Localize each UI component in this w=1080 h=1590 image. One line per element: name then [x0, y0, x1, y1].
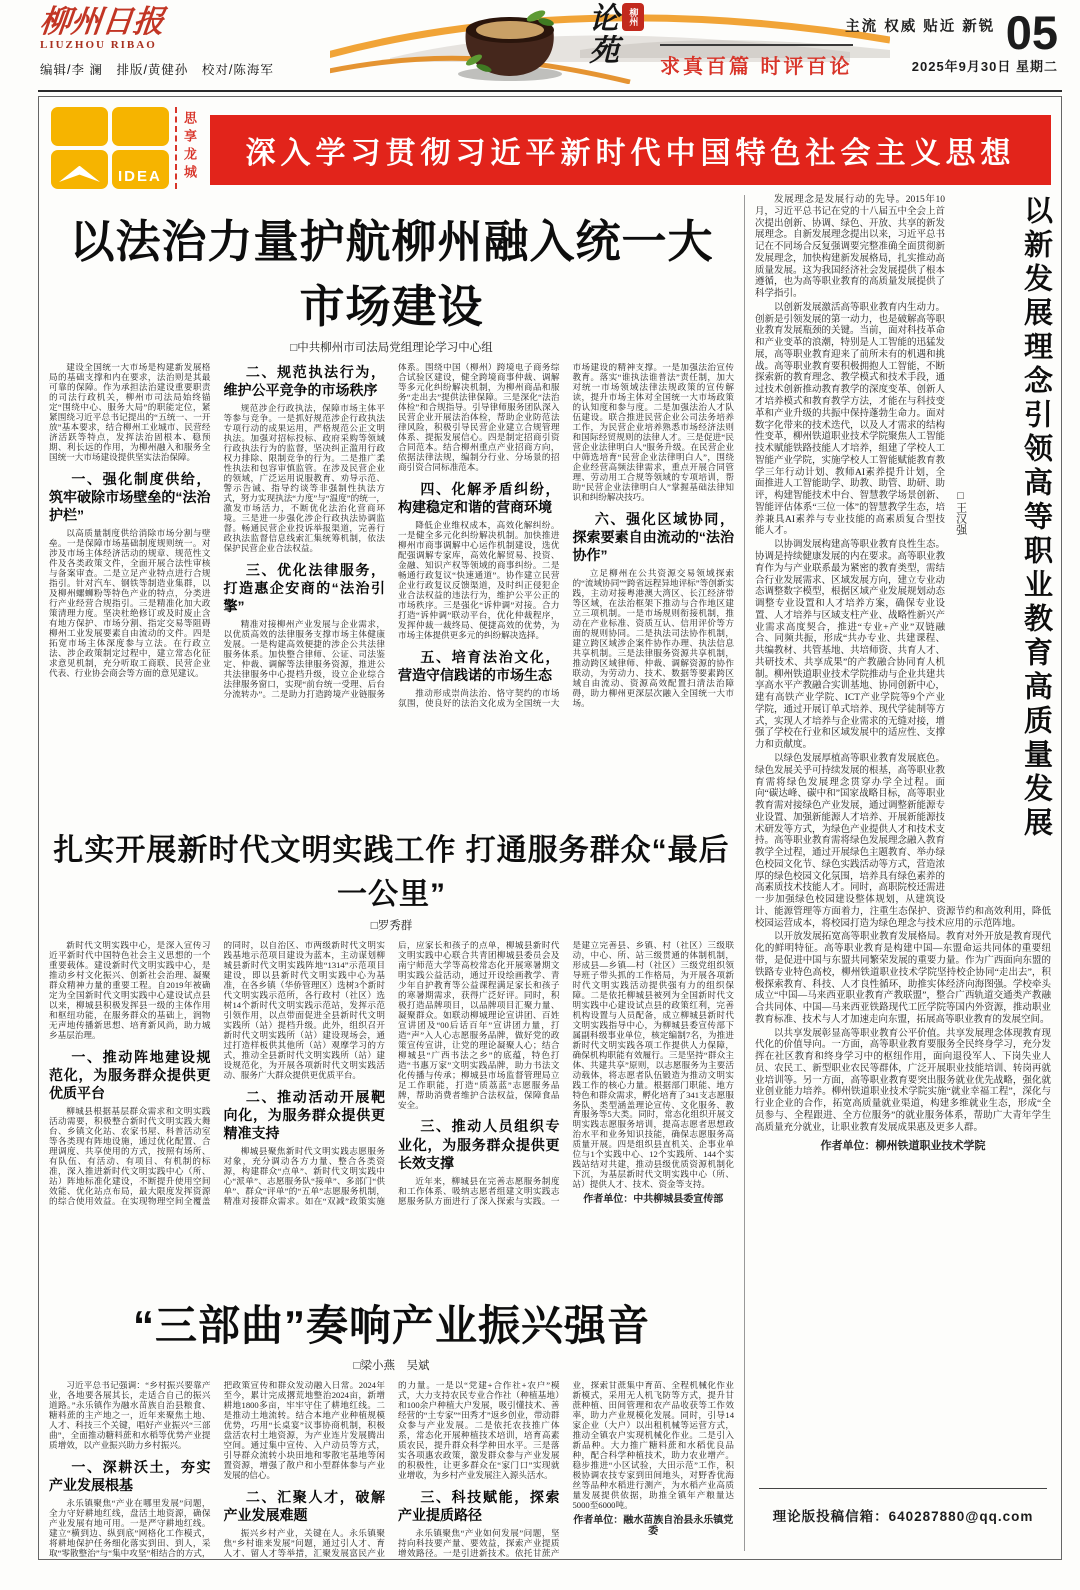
article-industry-headline: “三部曲”奏响产业振兴强音	[132, 1302, 650, 1349]
article-law-headline: 以法治力量护航柳州融入统一大市场建设	[69, 216, 714, 332]
article-civility	[49, 825, 734, 1277]
paragraph: 以共享发展彰显高等职业教育公平价值。共享发展理念体现教育现代化的价值导向。一方面，高等职业教育要服务全民终身学习，充分发挥在社区教育和终身学习中的枢纽作用，面向退役军人、下岗失业人员、农民工、新型职业农民等群体，广泛开展职业技能培训、转岗再就业培训等。另一方面，高等职业教育要突出服务就业优先战略，强化就业创业能力培养。柳州铁道职业技术学院实施“就业幸福工程”，深化与行业企业的合作，拓宽高质量就业渠道，构建多维就业生态，形成“全员参与、全程跟进、全方位服务”的就业服务体系，帮助广大青年学生高质量充分就业，让职业教育发展成果惠及更多人群。	[755, 1028, 1051, 1133]
article-industry-body	[49, 1381, 734, 1590]
paragraph: 降低企业维权成本，高效化解纠纷。一是健全多元化纠纷解决机制。加快推进柳州市商事调解中心运作机制建设，选优配强调解专家库，高效化解贸易、投资、金融、知识产权等领域的商事纠纷。二是畅通行政复议“快速通道”。协作建立民营企业行政复议反馈渠道，及时纠正侵犯企业合法权益的违法行为，维护公平公正的市场秩序。三是强化“诉仲调”对接。合力打造“诉仲调”联动平台，优化仲裁程序，发挥仲裁一裁终局、便捷高效的优势，为市场主体提供更多元的纠纷解决选择。	[398, 520, 560, 640]
article-industry	[49, 1293, 734, 1590]
theme-banner-row	[49, 105, 1051, 191]
section-subhead: 一、深耕沃土，夯实产业发展根基	[49, 1458, 211, 1493]
article-civility-body	[49, 941, 734, 1277]
article-law-body	[49, 363, 734, 811]
paragraph: 精准对接柳州产业发展与企业需求，以优质高效的法律服务支撑市场主体健康发展。一是构建高效便捷的涉企公共法律服务体系。加快整合律师、公证、司法鉴定、仲裁、调解等法律服务资源，推进公共法律服务中心提档升级，设立企业综合法律服务窗口，实现“前台统一受理、后台分流转办”。二是助力打造跨境产业链服务体系。围绕中国（柳州）跨境电子商务综合试验区建设，健全跨境商事仲裁、调解等多元化纠纷解决机制，为柳州商品和服务“走出去”提供法律保障。三是深化“法治体检”和合规指导。引导律师服务团队深入民营企业开展法治体检，帮助企业防范法律风险，积极引导民营企业建立合规管理体系、提振发展信心。四是制定招商引资合同范本。结合柳州重点产业招商方向，依据法律法规，编制分行业、分场景的招商引资合同标准范本。	[223, 363, 560, 700]
paragraph: 振兴乡村产业，关键在人。永乐镇聚焦“乡村谁来发展”问题，通过引人才、育人才、留人才等举措，汇聚发展富民产业的力量。一是以“党建+合作社+农户”模式，大力支持农民专业合作社（种植基地）和100余户种植大户发展，吸引懂技术、善经营的“土专家”“田秀才”返乡创业，带动群众参与产业发展。二是依托农技推广体系，常态化开展种植技术培训，培育高素质农民，提升群众科学种田水平。三是落实各项惠农政策，激发群众参与产业发展的积极性，让更多群众在“家门口”实现就业增收，为乡村产业发展注入源头活水。	[223, 1381, 560, 1558]
article-civility-headline: 扎实开展新时代文明实践工作 打通服务群众“最后一公里”	[53, 834, 730, 911]
idea-logo-word: IDEA	[118, 168, 162, 185]
article-civility-byline: □罗秀群	[370, 920, 413, 932]
section-subhead: 三、推动人员组织专业化，为服务群众提供更长效支撑	[398, 1118, 560, 1171]
paragraph: 建设全国统一大市场是构建新发展格局的基础支撑和内在要求，法治则是其最可靠的保障。作为承担法治建设重要职责的司法行政机关，柳州市司法局始终锚定“围绕中心、服务大局”的职能定位，紧紧围绕习近平总书记提出的“五统一、一开放”基本要求，结合柳州工业城市、民营经济活跃等特点，发挥法治固根本、稳预期、利长远的作用，为柳州融入和服务全国统一大市场建设提供坚实法治保障。	[49, 363, 211, 462]
idea-logo	[49, 105, 171, 191]
paragraph: 永乐镇聚焦“产业在哪里发展”问题，全力守好耕地红线，盘活土地资源，确保产业发展有地可用。一是严守耕地红线。建立“横到边、纵到底”网格化工作模式，将耕地保护任务细化落实到田、到人，采取“零散整治”与“集中攻坚”相结合的方式，把政策宣传和群众发动融入日常。2024年至今，累计完成撂荒地整治2024亩，新增耕地1800多亩，牢牢守住了耕地红线。二是推动土地流转。结合本地产业种植规模优势，巧用“长桌宴”议事协商机制，积极盘活农村土地资源，为产业连片发展腾出空间。通过集中宣传、入户动员等方式，引导群众流转小块田地和零散宅基地等闲置资源，增强了散户和小型群体参与产业发展的信心。	[49, 1381, 385, 1558]
page-number: 05	[1005, 6, 1058, 59]
paper-slogan: 主流 权威 贴近 新锐	[845, 19, 996, 35]
article-law-byline: □中共柳州市司法局党组理论学习中心组	[290, 342, 493, 354]
page-date: 2025年9月30日 星期二	[911, 59, 1058, 75]
article-law	[49, 205, 734, 811]
idea-logo-tile	[112, 107, 169, 146]
paragraph: 新时代文明实践中心，是深入宣传习近平新时代中国特色社会主义思想的一个重要载体。建设新时代文明实践中心，是推动乡村文化振兴、创新社会治理、凝聚群众精神力量的重要工程。自2019年被确定为全国新时代文明实践中心建设试点县以来，柳城县积极发挥县一级的主体作用和枢纽功能，在服务群众的基础上，润物无声地传播新思想、培育新风尚，助力城乡基层治理。	[49, 941, 211, 1040]
paragraph: 柳城县根据基层群众需求和文明实践活动需要，积极整合新时代文明实践大舞台、乡镇文化站、农家书屋、科普活动室等各类现有阵地设施，通过优化配置、合理调度、共享使用的方式，按照有场所、有队伍、有活动、有项目、有机制的标准，深入推进新时代文明实践中心（所、站）阵地标准化建设，不断提升使用空间效能、优化站点布局，最大限度发挥资源的综合使用效益。在实现物理空间全覆盖的同时，以自治区、市两级新时代文明实践基地示范项目建设为蓝本，主动谋划柳城县新时代文明实践阵地“1314”示范项目建设，即以县新时代文明实践中心为基准，在各乡镇（华侨管理区）选树3个新时代文明实践示范所，各行政村（社区）选树14个新时代文明实践示范站，发挥示范引领作用，以点带面促进全县新时代文明实践所（站）提档升级。此外，组织召开新时代文明实践所（站）建设现场会，通过打造样板供其他所（站）观摩学习的方式，推动全县新时代文明实践所（站）建设规范化，为开展各项新时代文明实践活动、服务广大群众提供更优质平台。	[49, 941, 385, 1206]
column-red-seal: 柳州	[622, 3, 644, 31]
article-education-vertical-headline-block	[953, 195, 1051, 897]
paragraph: 以高质量制度供给消除市场分割与壁垒。一是保障市场基础制度规则统一。对涉及市场主体经济活动的规章、规范性文件及各类政策文件，全面开展合法性审核与备案审查。二是立足产业特点进行合规指引。针对汽车、钢铁等制造业集群，以及柳州螺蛳粉等特色产业的特点，分类进行产业经营合规指引。三是精准化加大政策清理力度。坚决杜绝修订或及时废止含有地方保护、市场分割、指定交易等阻碍柳州工业发展要素自由流动的文件。四是拓宽市场主体深度参与立法。在行政立法、涉企政策制定过程中，建立常态化征求意见机制，充分听取工商联、民营企业代表、行业协会商会等方面的意见建议。	[49, 528, 211, 678]
section-subhead: 三、科技赋能，探索产业提质路径	[398, 1488, 560, 1523]
paragraph: 习近平总书记强调：“乡村振兴要靠产业，各地要各展其长，走适合自己的振兴道路。”永乐镇作为融水苗族自治县粮食、糖料蔗的主产地之一，近年来聚焦土地、人才、科技三个关键，唱好产业振兴“三部曲”，全面推动糖料蔗和水稻等优势产业提质增效，以产业振兴助力乡村振兴。	[49, 1381, 211, 1450]
paragraph: 推动形成崇尚法治、恪守契约的市场氛围，使良好的法治文化成为全国统一大市场建设的精神支撑。一是加强法治宣传教育。落实“谁执法谁普法”责任制，加大对统一市场领域法律法规政策的宣传解读，提升市场主体对全国统一大市场政策的认知度和参与度。二是加强法治人才队伍建设。联合推进民营企业公司法务培养工作，为民营企业培养熟悉市场经济法则和国际经贸规则的法律人才。三是促进“民营企业法律明白人”服务升级。在民营企业中筛选培育“民营企业法律明白人”，围绕企业经营高频法律需求，重点开展合同管理、劳动用工合规等领域的专项培训，帮助“民营企业法律明白人”掌握基础法律知识和纠纷解决技巧。	[398, 363, 734, 708]
content-box	[38, 96, 1062, 1560]
right-article-zone	[744, 195, 1051, 1551]
section-subhead: 五、培育法治文化，营造守信践诺的市场生态	[398, 648, 560, 683]
paragraph: 近年来，柳城县在完善志愿服务制度和工作体系、吸纳志愿者组建文明实践志愿服务队方面进行了深入探索与实践。一是建立完善县、乡镇、村（社区）三级联动，中心、所、站三级贯通的体制机制，形成县—乡镇—村（社区）三级党组织领导班子带头抓的工作格局，为开展各项新时代文明实践活动提供强有力的组织保障。二是依托柳城县被列为全国新时代文明实践中心建设试点县的政策红利，完善机构设置与人员配备，成立柳城县新时代文明实践指导中心，为柳城县委宣传部下属副科级事业单位，核定编制7名，为推进新时代文明实践各项工作提供人力保障，确保机构职能有效履行。三是坚持“群众主体、共建共享”原则，以志愿服务为主要活动载体，将志愿者队伍锻造为推动文明实践工作的核心力量。根据部门职能、地方特色和群众需求，孵化培育了341支志愿服务队，类型涵盖理论宣传、文化服务、教育服务等5大类。同时，常态化组织开展文明实践志愿服务培训，提高志愿者思想政治水平和业务知识技能，确保志愿服务高质量开展。四是组织县直机关、企事业单位与1个实践中心、12个实践所、144个实践站结对共建，推动县级优质资源机制化下沉，为基层新时代文明实践中心（所、站）提供人才、技术、资金等支持。	[398, 941, 734, 1206]
submission-box	[755, 1488, 1051, 1551]
column-title-calligraphy: 论苑	[584, 2, 617, 66]
newspaper-brand-en: LIUZHOU RIBAO	[40, 39, 157, 51]
newspaper-brand: 柳州日报	[38, 4, 166, 39]
idea-logo-book-tile	[51, 150, 108, 189]
idea-logo-tile	[112, 150, 169, 189]
masthead-divider	[38, 90, 1062, 92]
paragraph: 规范涉企行政执法，保障市场主体平等参与竞争。一是抓好规范涉企行政执法专项行动的成果运用，严格规范公正文明执法。加强对招标投标、政府采购等领域行政执法行为的监督，坚决纠正滥用行政权力排除、限制竞争的行为。二是推广柔性执法和包容审慎监管。在涉及民营企业的领域，广泛运用说服教育、劝导示范、警示告诫、指导约谈等非强制性执法方式，努力实现执法“力度”与“温度”的统一，激发市场活力，不断优化法治化营商环境。三是进一步强化涉企行政执法协调监督。畅通民营企业投诉举报渠道，完善行政执法监督信息线索汇集统筹机制，依法保护民营企业合法权益。	[223, 403, 385, 553]
paragraph: 以协调发展构建高等职业教育良性生态。协调是持续健康发展的内在要求。高等职业教育作为与产业联系最为紧密的教育类型，需结合行业发展需求、区域发展方向，建立专业动态调整数字模型，根据区域产业发展规划动态调整专业设置和人才培养方案，确保专业设置、人才培养与区域支柱产业、战略性新兴产业需求高度契合，推进“专业+产业”双链融合、同频共振，形成“共办专业、共建课程、共编教材、共管基地、共培师资、共育人才、共研技术、共享成果”的产教融合协同育人机制。柳州铁道职业技术学院推动与企业共建共享高水平产教融合实训基地、协同创新中心，建有高铁产业学院、ICT产业学院等9个产业学院，通过开展订单式培养、现代学徒制等方式，实现人才培养与企业需求的无缝对接，增强了学校在行业和区域发展中的适应性、支撑力和贡献度。	[755, 540, 946, 751]
section-subhead: 六、强化区域协同，探索要素自由流动的“法治协作”	[572, 510, 734, 563]
section-subhead: 二、规范执法行为，维护公平竞争的市场秩序	[223, 364, 385, 399]
idea-logo-caption: 思享龙城	[175, 107, 202, 189]
author-affiliation: 作者单位：融水苗族自治县永乐镇党委	[573, 1514, 734, 1538]
theme-banner-headline: 深入学习贯彻习近平新时代中国特色社会主义思想	[210, 115, 1051, 185]
paragraph: 以创新发展激活高等职业教育内生动力。创新是引领发展的第一动力，也是破解高等职业教育发展瓶颈的关键。当前，面对科技革命和产业变革的浪潮，特别是人工智能的迅猛发展，高等职业教育迎来了前所未有的机遇和挑战。高等职业教育要积极拥抱人工智能，不断探索新的教育理念、教学模式和技术手段，通过技术创新推动教育教学的深度变革、创新人才培养模式和教育教学方法，才能在与科技变革和产业升级的共振中保持蓬勃生命力。面对数字化带来的技术迭代，以及人才需求的结构性变革，柳州铁道职业技术学院聚焦人工智能技术赋能铁路技能人才培养，组建了学校人工智能产业学院，实施学校人工智能赋能教育教学三年行动计划、教师AI素养提升计划，全面推进人工智能助学、助教、助管、助研、助评，构建智能技术中台、智慧教学场景创新、智能评估体系“三位一体”的智慧教学生态，培养兼具AI素养与专业技能的高素质复合型技能人才。	[755, 302, 946, 537]
paragraph: 以绿色发展厚植高等职业教育发展底色。绿色发展关乎可持续发展的根基，高等职业教育需将绿色发展理念贯穿办学全过程。面向“碳达峰、碳中和”国家战略目标，高等职业教育需对接绿色产业发展，通过调整新能源专业设置、加强新能源人才培养、开展新能源技术研发等方式，为绿色产业提供人才和技术支持。高等职业教育需将绿色发展理念融入教育教学全过程，通过开展绿色主题教育、举办绿色校园文化节、绿色实践活动等方式，营造浓厚的绿色校园文化氛围，培养具有绿色素养的高素质技术技能人才。同时，高职院校还需进一步加强绿色校园建设整体规划，从建筑设计、能源管理等方面着力，注重生态保护、资源节约和高效利用，降低校园运营成本，将校园打造为绿色理念与技术应用的示范阵地。	[755, 753, 1051, 929]
staff-line: 编辑/李 澜 排版/黄健孙 校对/陈海军	[40, 63, 274, 77]
paragraph: 发展理念是发展行动的先导。2015年10月，习近平总书记在党的十八届五中全会上首次提出创新、协调、绿色、开放、共享的新发展理念。自新发展理念提出以来，习近平总书记在不同场合反复强调要完整准确全面贯彻新发展理念，加快构建新发展格局，扎实推动高质量发展。这为我国经济社会发展提供了根本遵循，也为高等职业教育的高质量发展提供了科学指引。	[755, 195, 946, 300]
section-subhead: 二、汇聚人才，破解产业发展难题	[223, 1488, 385, 1523]
section-subhead: 一、强化制度供给，筑牢破除市场壁垒的“法治护栏”	[49, 470, 211, 524]
author-affiliation: 作者单位：柳州铁道职业技术学院	[820, 1140, 986, 1153]
section-subhead: 一、推动阵地建设规范化，为服务群众提供更优质平台	[49, 1048, 211, 1102]
submission-mailbox: 理论版投稿信箱：640287880@qq.com	[772, 1509, 1034, 1524]
article-education-byline: □王汉强	[954, 490, 967, 535]
paragraph: 立足柳州在公共资源交易领域探索的“流域协同”“跨省远程异地评标”等创新实践，主动对接粤港澳大湾区、长江经济带等区域，在法治框架下推动与合作地区建立三项机制。一是市场规则衔接机制，推动在产业标准、资质互认、信用评价等方面的规则协同。二是执法司法协作机制，建立跨区域涉企案件协作办理、执法信息共享机制。三是法律服务资源共享机制，推动跨区域律师、仲裁、调解资源的协作联动，为劳动力、技术、数据等要素跨区域自由流动、资源高效配置扫清法治障碍，助力柳州更深层次融入全国统一大市场。	[572, 568, 734, 708]
paragraph: 永乐镇聚焦“产业如何发展”问题，坚持向科技要产量、要效益，探索产业提质增效路径。一是引进新技术。依托甘蔗产业，探索甘蔗集中育苗、全程机械化作业新模式，采用无人机飞防等方式，提升甘蔗种植、田间管理和农产品收获等工作效率，助力产业规模化发展。同时，引导14家企业（大户）以出租机械等运营方式，推动全镇农户实现机械化作业。二是引入新品种。大力推广糖料蔗和水稻优良品种，配合科学种植技术，助力农业增产。稳步推进“小区试验，大田示范”工作，积极协调农技专家到田间地头，对野香优海丝等品种水稻进行测产，为水稻产业高质量发展提供依据，助推全镇年产粮量达5000至6000吨。	[398, 1381, 734, 1558]
author-affiliation: 作者单位：中共柳城县委宣传部	[583, 1194, 724, 1206]
article-education	[755, 195, 1051, 1154]
submission-divider	[759, 1488, 1047, 1489]
idea-logo-tile	[51, 107, 108, 146]
article-education-headline: 以新发展理念引领高等职业教育高质量发展	[1020, 195, 1052, 841]
section-subhead: 二、推动活动开展靶向化，为服务群众提供更精准支持	[223, 1088, 385, 1141]
masthead	[0, 0, 1080, 90]
left-articles-zone	[49, 195, 744, 1558]
section-subhead: 四、化解矛盾纠纷，构建稳定和谐的营商环境	[398, 480, 560, 515]
paragraph: 以开放发展拓宽高等职业教育发展格局。教育对外开放是教育现代化的鲜明特征。高等职业教育是构建中国—东盟命运共同体的重要纽带，是促进中国与东盟共同繁荣发展的重要力量。作为广西面向东盟的铁路专业特色高校，柳州铁道职业技术学院坚持校企协同“走出去”，积极探索教育、科技、人才良性循环，助推实体经济向海图强。学校牵头成立“中国—马来西亚职业教育产教联盟”，整合广西轨道交通类产教融合共同体、中国—马来西亚铁路现代工匠学院等国内外资源，推动职业教育标准、技术与人才加速走向东盟，拓展高等职业教育的发展空间。	[755, 932, 1051, 1025]
column-slogan: 求真百篇 时评百论	[660, 44, 853, 79]
article-industry-byline: □梁小燕 吴斌	[353, 1360, 430, 1372]
paragraph: 柳城县聚焦新时代文明实践志愿服务对象，充分调动各方力量、整合各类资源，构建群众“点单”、新时代文明实践中心“派单”、志愿服务队“接单”、多部门“供单”、群众“评单”的“五单”志愿服务机制，精准对接群众需求。如在“双减”政策实施后，应家长和孩子的点单，柳城县新时代文明实践中心联合共青团柳城县委员会及南宁师范大学等高校常态化开展寒暑期文明实践公益活动，通过开设绘画教学、青少年自护教育等公益课程满足家长和孩子的寒暑期需求，获得广泛好评。同时，积极打造品牌项目，以品牌项目汇聚力量、凝聚群众。如联动柳城理论宣讲团、百姓宣讲团及“00后话百年”宣讲团力量，打造“声”入人心志愿服务品牌，做好党的政策宣传宣讲，让党的理论凝聚人心；结合柳城县“广西书法之乡”的底蕴，特色打造“书惠万家”文明实践品牌，助力书法文化传播与传承；柳城县市场监督管理局立足工作职能，打造“质荔蓝”志愿服务品牌，帮助消费者维护合法权益，保障食品安全。	[223, 941, 560, 1206]
section-subhead: 三、优化法律服务，打造惠企安商的“法治引擎”	[223, 561, 385, 615]
